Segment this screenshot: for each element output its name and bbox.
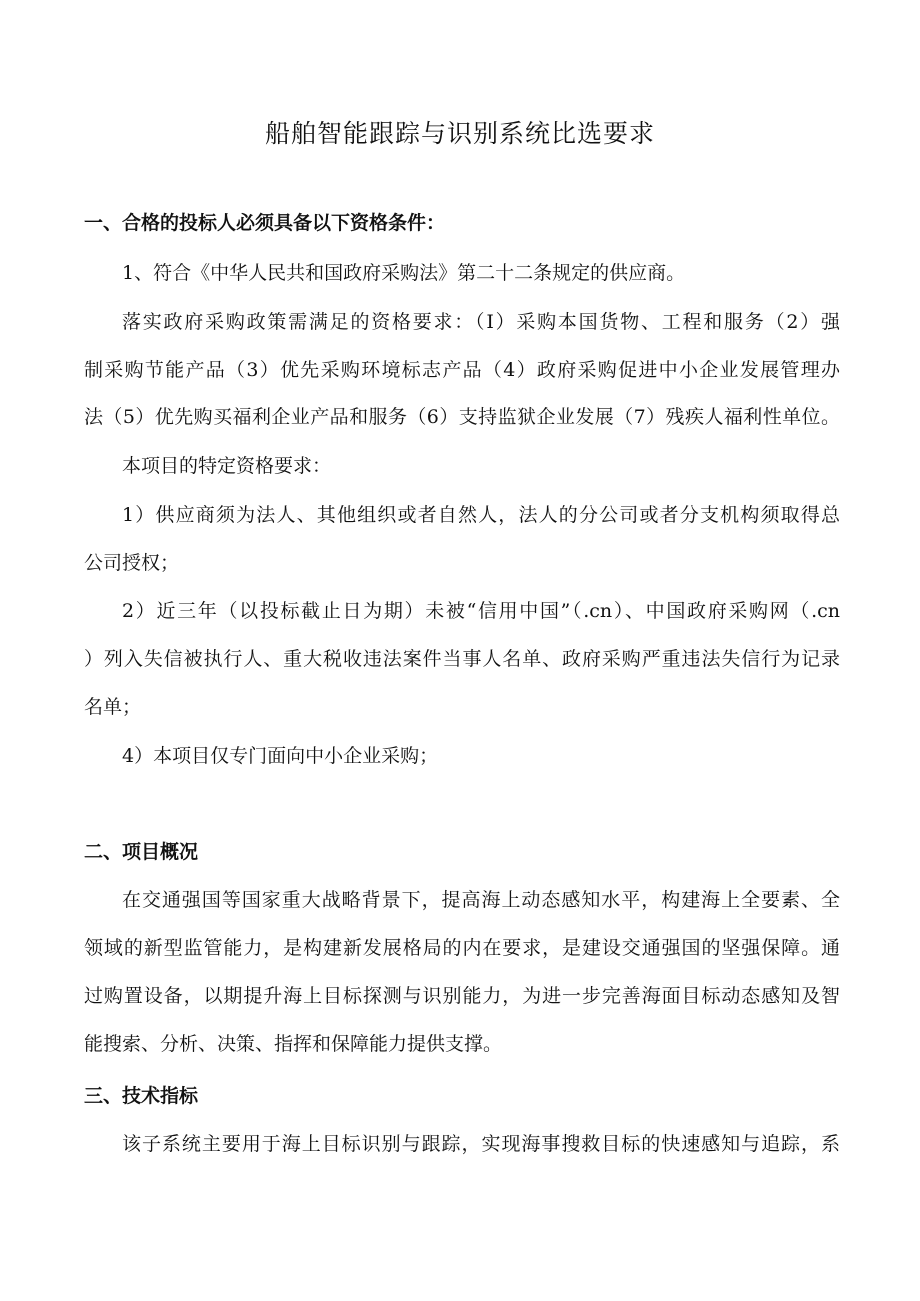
requirement-4: 4）本项目仅专门面向中小企业采购；	[122, 745, 439, 767]
overview-line-2: 领域的新型监管能力，是构建新发展格局的内在要求，是建设交通强国的坚强保障。通	[84, 937, 840, 959]
requirement-1-line-1: 1）供应商须为法人、其他组织或者自然人，法人的分公司或者分支机构须取得总	[122, 504, 840, 526]
policy-line-1: 落实政府采购政策需满足的资格要求：（I）采购本国货物、工程和服务（2）强	[122, 311, 840, 333]
section-3-heading: 三、技术指标	[84, 1085, 199, 1107]
overview-line-1: 在交通强国等国家重大战略背景下，提高海上动态感知水平，构建海上全要素、全	[122, 889, 840, 911]
specific-requirements-heading: 本项目的特定资格要求：	[122, 455, 332, 477]
document-title: 船舶智能跟踪与识别系统比选要求	[264, 119, 655, 148]
overview-line-4: 能搜索、分析、决策、指挥和保障能力提供支撑。	[84, 1033, 503, 1055]
requirement-1-line-2: 公司授权；	[84, 552, 180, 574]
policy-line-3: 法（5）优先购买福利企业产品和服务（6）支持监狱企业发展（7）残疾人福利性单位。	[84, 406, 840, 428]
technical-line-1: 该子系统主要用于海上目标识别与跟踪，实现海事搜救目标的快速感知与追踪，系	[122, 1133, 840, 1155]
section-2-heading: 二、项目概况	[84, 841, 199, 863]
overview-line-3: 过购置设备，以期提升海上目标探测与识别能力，为进一步完善海面目标动态感知及智	[84, 985, 840, 1007]
requirement-2-line-1: 2）近三年（以投标截止日为期）未被“信用中国”（.cn）、中国政府采购网（.cn	[122, 600, 840, 622]
requirement-2-line-3: 名单；	[84, 696, 142, 718]
requirement-2-line-2: ）列入失信被执行人、重大税收违法案件当事人名单、政府采购严重违法失信行为记录	[84, 648, 840, 670]
section-1-heading: 一、合格的投标人必须具备以下资格条件：	[84, 212, 446, 234]
policy-line-2: 制采购节能产品（3）优先采购环境标志产品（4）政府采购促进中小企业发展管理办	[84, 359, 840, 381]
qualification-item-1: 1、符合《中华人民共和国政府采购法》第二十二条规定的供应商。	[122, 262, 686, 284]
